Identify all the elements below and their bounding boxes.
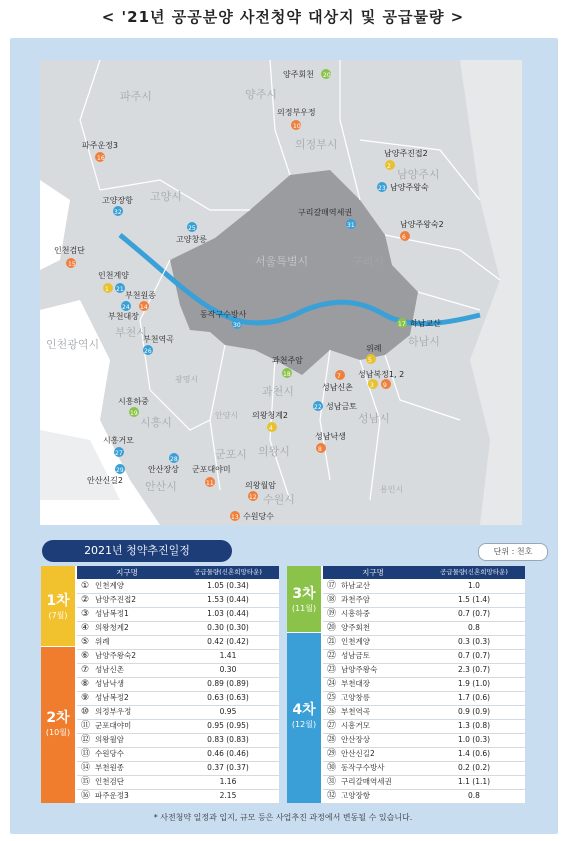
region-label: 의정부시 <box>295 138 338 151</box>
table-row <box>323 677 525 692</box>
district-number: ㉒ <box>327 651 337 661</box>
supply-value: 0.2 (0.2) <box>457 763 491 772</box>
district-number: ㉑ <box>327 637 337 647</box>
svg-text:6: 6 <box>402 234 406 241</box>
table-header <box>323 566 525 579</box>
svg-text:9: 9 <box>383 382 387 389</box>
district-number: ㉜ <box>327 791 337 801</box>
supply-value: 0.7 (0.7) <box>457 651 491 660</box>
svg-text:21: 21 <box>116 286 124 293</box>
schedule-title: 2021년 청약추진일정 <box>42 540 232 562</box>
region-label: 안양시 <box>215 411 239 420</box>
svg-text:20: 20 <box>323 72 331 79</box>
unit-label: 단위 : 천호 <box>478 543 548 561</box>
table-row <box>323 691 525 706</box>
region-label: 부천시 <box>115 326 147 339</box>
table-row <box>77 677 279 692</box>
svg-text:3: 3 <box>370 382 374 389</box>
region-label: 안산시 <box>145 480 177 493</box>
district-number: ㉘ <box>327 735 337 745</box>
district-name: 양주회천 <box>341 623 370 632</box>
district-number: ㉕ <box>327 693 337 703</box>
table-row <box>323 663 525 678</box>
header-supply: 공급물량(신혼희망타운) <box>440 568 508 576</box>
district-number: ⑬ <box>81 749 91 759</box>
svg-text:부천대장: 부천대장 <box>108 312 139 321</box>
svg-text:16: 16 <box>97 155 105 162</box>
district-number: ㉓ <box>327 665 337 675</box>
svg-text:29: 29 <box>116 467 124 474</box>
district-name: 파주운정3 <box>95 791 129 800</box>
region-label: 수원시 <box>263 493 295 506</box>
region-label: 군포시 <box>215 448 247 461</box>
table-row <box>323 635 525 650</box>
supply-value: 1.5 (1.4) <box>457 595 491 604</box>
supply-value: 0.3 (0.3) <box>457 637 491 646</box>
svg-text:의왕월암: 의왕월암 <box>245 481 276 490</box>
supply-value: 0.83 (0.83) <box>207 735 249 744</box>
district-name: 안산장상 <box>341 735 370 744</box>
supply-map <box>40 60 522 525</box>
svg-text:의왕청계2: 의왕청계2 <box>252 411 289 420</box>
region-label: 남양주시 <box>397 168 440 181</box>
svg-text:24: 24 <box>122 304 130 311</box>
region-label: 의왕시 <box>258 445 290 458</box>
supply-value: 2.3 (0.7) <box>457 665 491 674</box>
district-number: ⑧ <box>81 679 90 689</box>
region-label: 양주시 <box>245 88 277 101</box>
district-name: 인천계양 <box>95 581 124 590</box>
table-row <box>77 621 279 636</box>
supply-value: 1.7 (0.6) <box>457 693 491 702</box>
schedule-table-right <box>287 566 525 803</box>
table-row <box>323 747 525 762</box>
region-label: 하남시 <box>408 335 440 348</box>
table-row <box>77 705 279 720</box>
supply-value: 1.9 (1.0) <box>457 679 491 688</box>
supply-value: 1.03 (0.44) <box>207 609 249 618</box>
svg-text:부천역곡: 부천역곡 <box>143 335 174 344</box>
svg-text:4: 4 <box>269 425 273 432</box>
site-marker-23 <box>377 182 429 192</box>
table-row <box>77 789 279 804</box>
svg-text:고양창릉: 고양창릉 <box>176 235 207 244</box>
district-name: 군포대야미 <box>95 721 132 730</box>
header-supply: 공급물량(신혼희망타운) <box>194 568 262 576</box>
district-name: 인천계양 <box>341 637 370 646</box>
svg-text:18: 18 <box>283 371 291 378</box>
svg-text:과천주암: 과천주암 <box>272 356 303 365</box>
svg-text:양주회천: 양주회천 <box>283 70 314 79</box>
district-number: ① <box>81 581 90 591</box>
district-number: ㉙ <box>327 749 337 759</box>
site-marker-13 <box>230 511 274 521</box>
district-number: ⑱ <box>327 595 337 605</box>
svg-text:군포대야미: 군포대야미 <box>192 465 231 474</box>
district-name: 구리갈매역세권 <box>341 777 392 786</box>
svg-text:32: 32 <box>114 209 122 216</box>
district-name: 인천검단 <box>95 777 124 786</box>
site-marker-20 <box>283 69 331 79</box>
district-number: ㉔ <box>327 679 337 689</box>
site-marker-22 <box>313 401 357 411</box>
svg-text:안산장상: 안산장상 <box>148 465 179 474</box>
phase-month: (10월) <box>45 728 71 737</box>
svg-text:하남교산: 하남교산 <box>410 319 441 328</box>
svg-text:위례: 위례 <box>366 344 382 353</box>
phase-1 <box>41 566 75 646</box>
district-number: ⑤ <box>81 637 90 647</box>
header-district: 지구명 <box>116 568 138 577</box>
table-row <box>323 733 525 748</box>
svg-text:14: 14 <box>140 304 148 311</box>
district-number: ④ <box>81 623 90 633</box>
svg-text:2: 2 <box>387 163 391 170</box>
phase-month: (11월) <box>291 604 317 613</box>
supply-value: 0.89 (0.89) <box>207 679 249 688</box>
district-name: 안산신길2 <box>341 749 375 758</box>
region-label: 인천광역시 <box>46 338 100 351</box>
phase-label: 3차 <box>292 586 316 602</box>
region-label: 파주시 <box>120 90 152 103</box>
district-number: ③ <box>81 609 90 619</box>
district-number: ⑭ <box>81 763 91 773</box>
supply-value: 1.41 <box>219 651 237 660</box>
district-number: ⑥ <box>81 651 90 661</box>
svg-text:19: 19 <box>130 410 138 417</box>
phase-2 <box>41 647 75 803</box>
svg-text:남양주왕숙2: 남양주왕숙2 <box>400 220 444 229</box>
svg-text:12: 12 <box>249 494 257 501</box>
table-row <box>323 719 525 734</box>
supply-value: 0.95 <box>219 707 237 716</box>
district-name: 고양장항 <box>341 791 370 800</box>
district-number: ⑮ <box>81 777 91 787</box>
table-row <box>323 621 525 636</box>
supply-value: 1.16 <box>219 777 237 786</box>
district-number: ㉗ <box>327 721 337 731</box>
svg-text:파주운정3: 파주운정3 <box>82 141 119 150</box>
supply-value: 0.8 <box>468 623 480 632</box>
district-number: ② <box>81 595 90 605</box>
supply-value: 0.95 (0.95) <box>207 721 249 730</box>
district-number: ⑯ <box>81 791 91 801</box>
table-header <box>77 566 279 579</box>
supply-value: 1.1 (1.1) <box>457 777 491 786</box>
svg-text:동작구수방사: 동작구수방사 <box>200 310 247 319</box>
svg-text:시흥하중: 시흥하중 <box>118 397 149 406</box>
table-row <box>77 593 279 608</box>
district-name: 하남교산 <box>341 581 370 590</box>
supply-value: 0.30 (0.30) <box>207 623 249 632</box>
site-marker-9 <box>381 379 391 389</box>
district-number: ㉚ <box>327 763 337 773</box>
region-label: 시흥시 <box>140 416 172 429</box>
table-row <box>323 789 525 804</box>
table-row <box>323 705 525 720</box>
district-number: ㉛ <box>327 777 337 787</box>
phase-label: 2차 <box>46 710 70 726</box>
svg-text:1: 1 <box>105 286 109 293</box>
svg-text:27: 27 <box>115 450 123 457</box>
svg-text:인천검단: 인천검단 <box>54 246 85 255</box>
district-name: 성남낙생 <box>95 679 124 688</box>
schedule-table-left <box>41 566 279 803</box>
site-marker-17 <box>397 318 441 328</box>
svg-text:수원당수: 수원당수 <box>243 512 274 521</box>
supply-value: 1.0 (0.3) <box>457 735 491 744</box>
district-name: 부천역곡 <box>341 707 370 716</box>
table-row <box>77 663 279 678</box>
table-row <box>77 649 279 664</box>
svg-text:안산신길2: 안산신길2 <box>87 476 124 485</box>
supply-value: 1.4 (0.6) <box>457 749 491 758</box>
district-name: 고양창릉 <box>341 693 370 702</box>
svg-text:남양주왕숙: 남양주왕숙 <box>390 183 429 192</box>
table-row <box>77 635 279 650</box>
district-name: 성남금토 <box>341 651 370 660</box>
phase-month: (7월) <box>48 611 68 620</box>
table-row <box>77 691 279 706</box>
table-row <box>77 747 279 762</box>
svg-text:17: 17 <box>398 321 406 328</box>
district-number: ⑩ <box>81 707 90 717</box>
svg-text:부천원종: 부천원종 <box>125 291 156 300</box>
district-number: ⑲ <box>327 609 337 619</box>
svg-text:15: 15 <box>68 261 76 268</box>
footnote: * 사전청약 일정과 입지, 규모 등은 사업추진 과정에서 변동될 수 있습니다. <box>153 813 413 822</box>
svg-text:25: 25 <box>188 225 196 232</box>
svg-text:고양장항: 고양장항 <box>102 196 133 205</box>
district-name: 남양주왕숙 <box>341 665 378 674</box>
svg-text:시흥거모: 시흥거모 <box>103 436 134 445</box>
supply-value: 1.0 <box>468 581 480 590</box>
table-row <box>77 761 279 776</box>
svg-text:23: 23 <box>378 185 386 192</box>
site-marker-21 <box>115 283 125 293</box>
district-name: 부천원종 <box>95 763 124 772</box>
svg-text:5: 5 <box>368 357 372 364</box>
supply-value: 2.15 <box>219 791 237 800</box>
district-number: ⑪ <box>81 721 91 731</box>
district-number: ⑰ <box>327 581 337 591</box>
region-label: 성남시 <box>358 412 390 425</box>
supply-value: 1.53 (0.44) <box>207 595 249 604</box>
site-marker-3 <box>368 379 378 389</box>
supply-value: 0.7 (0.7) <box>457 609 491 618</box>
supply-value: 0.8 <box>468 791 480 800</box>
svg-text:남양주진접2: 남양주진접2 <box>384 149 428 158</box>
svg-text:의정부우정: 의정부우정 <box>277 108 316 117</box>
table-row <box>77 579 279 594</box>
site-label-7: 성남신촌 <box>322 383 353 392</box>
table-row <box>77 719 279 734</box>
svg-text:11: 11 <box>206 480 214 487</box>
header-district: 지구명 <box>362 568 384 577</box>
region-label: 과천시 <box>262 385 294 398</box>
supply-value: 0.42 (0.42) <box>207 637 249 646</box>
supply-value: 0.63 (0.63) <box>207 693 249 702</box>
district-name: 시흥하중 <box>341 609 370 618</box>
district-name: 의왕월암 <box>95 735 124 744</box>
district-name: 동작구수방사 <box>341 763 385 772</box>
district-name: 시흥거모 <box>341 721 370 730</box>
supply-value: 0.30 <box>219 665 237 674</box>
supply-value: 1.05 (0.34) <box>207 581 249 590</box>
svg-text:구리갈매역세권: 구리갈매역세권 <box>298 208 353 217</box>
district-name: 위례 <box>95 637 110 646</box>
district-number: ⑨ <box>81 693 90 703</box>
table-row <box>77 775 279 790</box>
supply-value: 0.37 (0.37) <box>207 763 249 772</box>
district-name: 수원당수 <box>95 749 124 758</box>
phase-month: (12월) <box>291 720 317 729</box>
supply-value: 0.46 (0.46) <box>207 749 249 758</box>
district-name: 성남신촌 <box>95 665 124 674</box>
region-label: 광명시 <box>175 375 199 384</box>
table-row <box>323 649 525 664</box>
supply-value: 1.3 (0.8) <box>457 721 491 730</box>
phase-label: 4차 <box>292 702 316 718</box>
svg-text:30: 30 <box>233 322 241 329</box>
page-title: < '21년 공공분양 사전청약 대상지 및 공급물량 > <box>101 8 465 26</box>
site-marker-7 <box>335 370 345 380</box>
table-row <box>323 775 525 790</box>
svg-text:13: 13 <box>231 514 239 521</box>
district-name: 부천대장 <box>341 679 370 688</box>
svg-text:28: 28 <box>170 456 178 463</box>
table-row <box>77 607 279 622</box>
district-name: 성남복정1 <box>95 609 129 618</box>
district-name: 의정부우정 <box>95 707 132 716</box>
district-number: ⑫ <box>81 735 91 745</box>
district-name: 남양주진접2 <box>95 595 136 604</box>
svg-text:31: 31 <box>347 222 355 229</box>
region-label: 용인시 <box>380 485 404 494</box>
district-number: ㉖ <box>327 707 337 717</box>
district-name: 성남복정2 <box>95 693 129 702</box>
svg-text:7: 7 <box>337 373 341 380</box>
table-row <box>323 607 525 622</box>
phase-3 <box>287 566 321 632</box>
table-row <box>323 593 525 608</box>
svg-text:8: 8 <box>318 446 322 453</box>
phase-label: 1차 <box>46 593 70 609</box>
region-label: 서울특별시 <box>255 255 309 268</box>
supply-value: 0.9 (0.9) <box>457 707 491 716</box>
svg-text:인천계양: 인천계양 <box>98 271 129 280</box>
svg-text:성남금토: 성남금토 <box>326 402 357 411</box>
district-name: 과천주암 <box>341 595 370 604</box>
district-number: ⑦ <box>81 665 90 675</box>
region-label: 구리시 <box>352 255 384 268</box>
combined-label: 성남복정1, 2 <box>358 370 405 379</box>
district-name: 남양주왕숙2 <box>95 651 136 660</box>
district-name: 의왕청계2 <box>95 623 129 632</box>
phase-4 <box>287 633 321 803</box>
svg-text:26: 26 <box>144 348 152 355</box>
svg-text:성남낙생: 성남낙생 <box>315 432 346 441</box>
svg-text:10: 10 <box>293 123 301 130</box>
district-number: ⑳ <box>327 623 337 633</box>
table-row <box>323 761 525 776</box>
svg-text:22: 22 <box>314 404 322 411</box>
table-row <box>77 733 279 748</box>
table-row <box>323 579 525 594</box>
region-label: 고양시 <box>150 190 182 203</box>
